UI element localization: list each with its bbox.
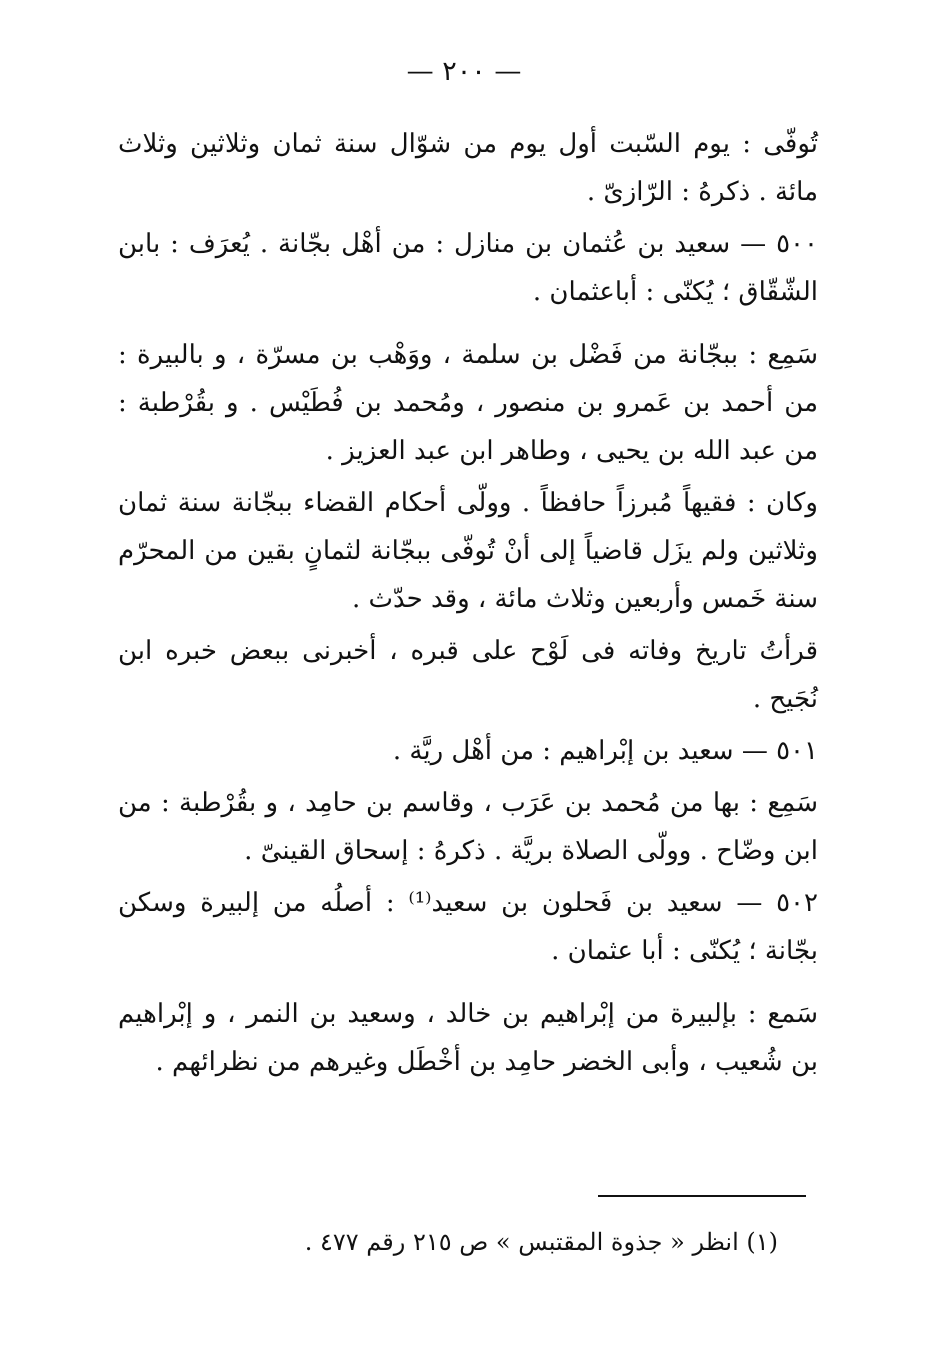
- footnote: (١) انظر « جذوة المقتبس » ص ٢١٥ رقم ٤٧٧ .: [304, 1228, 778, 1256]
- entry-500-heading: ٥٠٠ — سعيد بن عُثمان بن منازل : من أهْل بجّانة . يُعرَف : بابن الشّقّاق ؛ يُكنّى : أباعثمان .: [118, 229, 818, 307]
- entry-502-teachers: سَمع : بإلبيرة من إبْراهيم بن خالد ، وسعيد بن النمر ، و إبْراهيم بن شُعيب ، وأبى الخضر حامِد بن أخْطَل وغيرهم من نظرائهم .: [118, 999, 818, 1077]
- entry-502-heading: ٥٠٢ — سعيد بن فَحلون بن سعيد⁽¹⁾ : أصلُه من إلبيرة وسكن بجّانة ؛ يُكنّى : أبا عثمان .: [118, 888, 818, 966]
- entry-500-teachers: سَمِع : ببجّانة من فَضْل بن سلمة ، ووَهْب بن مسرّة ، و بالبيرة : من أحمد بن عَمرو بن منصور ، ومُحمد بن فُطَيْس . و بقُرْطبة : من عبد الله بن يحيى ، وطاهر ابن عبد العزيز .: [118, 340, 818, 466]
- entry-501-teachers: سَمِع : بها من مُحمد بن عَرَب ، وقاسم بن حامِد ، و بقُرْطبة : من ابن وضّاح . وولّى الصلاة بريَّة . ذكرهُ : إسحاق القينىّ .: [118, 788, 818, 866]
- entry-501-heading: ٥٠١ — سعيد بن إبْراهيم : من أهْل ريَّة .: [392, 736, 818, 766]
- entry-500-source: قرأتُ تاريخ وفاته فى لَوْح على قبره ، أخبرنى ببعض خبره ابن نُجَيح .: [118, 636, 818, 714]
- footnote-divider: [598, 1195, 806, 1197]
- page-body: [118, 120, 818, 1086]
- page-number: — ٢٠٠ —: [406, 56, 522, 87]
- entry-500-career: وكان : فقيهاً مُبرزاً حافظاً . وولّى أحكام القضاء ببجّانة سنة ثمان وثلاثين ولم يزَل قاضياً إلى أنْ تُوفّى ببجّانة لثمانٍ بقين من المحرّم سنة خَمس وأربعين وثلاث مائة ، وقد حدّث .: [118, 488, 818, 614]
- paragraph-death-record: تُوفّى : يوم السّبت أول يوم من شوّال سنة ثمان وثلاثين وثلاث مائة . ذكرهُ : الرّازىّ .: [118, 129, 818, 207]
